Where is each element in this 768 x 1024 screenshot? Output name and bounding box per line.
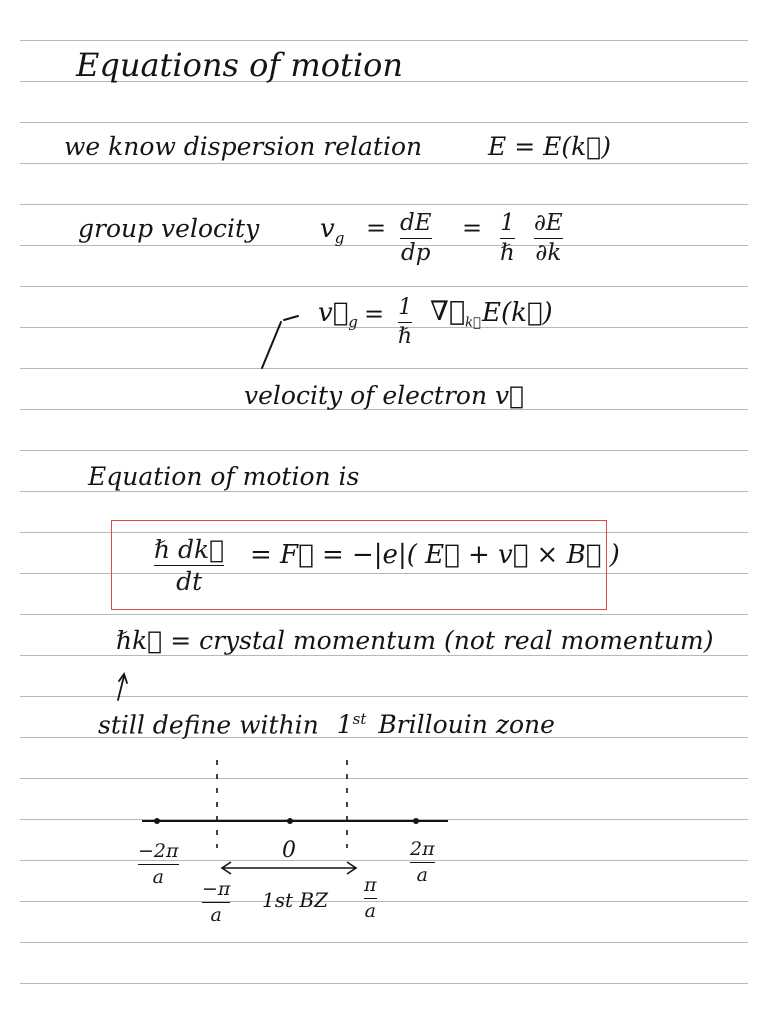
fraction-denominator: ℏ	[500, 240, 515, 266]
fraction-bar	[138, 864, 179, 865]
fraction-numerator: ∂E	[534, 210, 563, 236]
fraction-numerator: 2π	[410, 838, 435, 860]
dispersion-text: we know dispersion relation	[64, 132, 423, 161]
label-2pi-over-a	[410, 840, 435, 885]
fraction-numerator: ℏ dk⃗	[154, 535, 225, 564]
equals-sign: =	[462, 214, 483, 242]
fraction-denominator: a	[210, 904, 222, 926]
fraction-denominator: a	[152, 866, 164, 888]
eom-heading: Equation of motion is	[88, 462, 360, 491]
fraction-numerator: 1	[398, 295, 413, 320]
label-origin: 0	[282, 838, 296, 863]
dispersion-equation: E = E(k⃗)	[488, 132, 611, 161]
vg-vector-sub: g	[348, 313, 358, 332]
fraction-bar	[364, 898, 377, 899]
fraction-numerator: 1	[500, 210, 515, 236]
bz-note-ordinal: 1	[336, 710, 353, 740]
nabla-sub: k⃗	[465, 315, 481, 331]
fraction-denominator: dp	[401, 240, 431, 266]
fraction-denominator: ∂k	[535, 240, 562, 266]
fraction-numerator: dE	[400, 210, 432, 236]
fraction-denominator: a	[364, 900, 376, 922]
equation-of-motion-rhs: = F⃗ = −|e|( E⃗ + v⃗ × B⃗ )	[250, 540, 620, 570]
nabla-symbol: ∇⃗	[430, 296, 466, 327]
equals-sign: =	[364, 300, 385, 328]
point-origin	[287, 818, 293, 824]
fraction-denominator: a	[416, 864, 428, 886]
point-minus-2pi	[154, 818, 160, 824]
label-minus-2pi-over-a	[138, 842, 179, 887]
vg-sub: g	[334, 229, 345, 248]
fraction-numerator: −π	[202, 878, 231, 900]
point-plus-2pi	[413, 818, 419, 824]
bz-note-prefix: still define within	[98, 710, 319, 740]
crystal-momentum-note: ℏk⃗ = crystal momentum (not real momentum)	[116, 626, 714, 655]
label-minus-pi-over-a	[202, 880, 230, 925]
page-title: Equations of motion	[76, 46, 403, 84]
vg-v: v	[320, 214, 335, 244]
energy-function: E(k⃗)	[482, 298, 553, 328]
bz-note-sup: st	[352, 710, 367, 728]
fraction-denominator: dt	[176, 567, 203, 596]
fraction-bar	[202, 902, 230, 903]
label-pi-over-a	[364, 876, 377, 921]
fraction-numerator: π	[364, 874, 377, 896]
equals-sign: =	[366, 214, 387, 242]
label-first-bz: 1st BZ	[262, 888, 328, 912]
fraction-denominator: ℏ	[398, 324, 413, 349]
vg-vector-v: v⃗	[318, 298, 349, 328]
fraction-numerator: −2π	[138, 840, 179, 862]
bz-note-suffix: Brillouin zone	[378, 710, 555, 740]
velocity-note: velocity of electron v⃗	[244, 381, 525, 410]
group-velocity-label: group velocity	[78, 214, 260, 243]
fraction-bar	[410, 862, 435, 863]
